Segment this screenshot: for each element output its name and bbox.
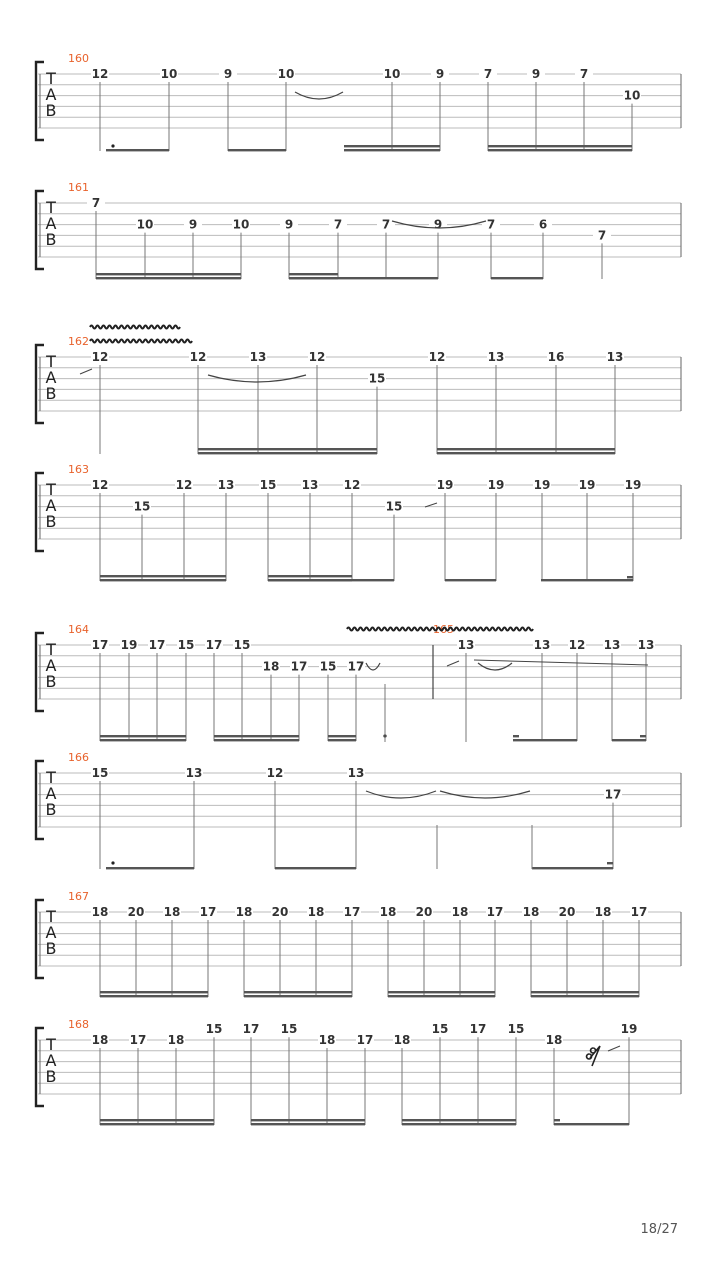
measure-number: 163 <box>68 463 89 476</box>
fret-number: 12 <box>568 638 586 652</box>
measure-number: 168 <box>68 1018 89 1031</box>
fret-number: 9 <box>531 67 541 81</box>
fret-number: 15 <box>507 1022 525 1037</box>
beam <box>612 739 646 741</box>
fret-number: 16 <box>547 350 565 364</box>
slide-mark <box>608 1046 620 1051</box>
fret-number: 12 <box>189 350 207 364</box>
beam <box>531 995 639 997</box>
beam <box>268 579 394 581</box>
fret-number: 10 <box>277 67 295 81</box>
tab-system-160 <box>36 52 681 151</box>
fret-number: 18 <box>262 659 280 674</box>
tab-clef-letter: B <box>45 384 57 403</box>
fret-number: 7 <box>597 228 607 243</box>
fret-number: 9 <box>223 67 233 81</box>
fret-number: 18 <box>167 1033 185 1047</box>
tab-system-164 <box>36 623 681 742</box>
fret-number: 15 <box>385 499 403 514</box>
beam-stub <box>607 862 613 864</box>
fret-number: 7 <box>579 67 589 81</box>
beam <box>244 995 352 997</box>
beam <box>289 273 338 275</box>
tab-clef-letter: B <box>45 939 57 958</box>
fret-number: 15 <box>91 766 109 780</box>
tab-clef-letter: T <box>46 768 56 787</box>
fret-number: 10 <box>136 217 154 232</box>
fret-number: 9 <box>284 217 294 232</box>
fret-number: 13 <box>603 638 621 652</box>
fret-number: 13 <box>487 350 505 364</box>
fret-number: 19 <box>120 638 138 652</box>
beam <box>251 1119 365 1121</box>
dot <box>111 861 114 864</box>
fret-number: 13 <box>249 350 267 364</box>
tab-clef-letter: T <box>46 198 56 217</box>
fret-number: 13 <box>347 766 365 780</box>
fret-number: 18 <box>545 1033 563 1047</box>
vibrato-mark <box>347 628 533 631</box>
tab-clef-letter: A <box>45 656 57 675</box>
tab-clef-letter: B <box>45 800 57 819</box>
fret-number: 13 <box>217 478 235 492</box>
fret-number: 9 <box>188 217 198 232</box>
fret-number: 17 <box>199 905 217 919</box>
beam <box>437 452 615 454</box>
fret-number: 12 <box>266 766 284 780</box>
beam <box>198 448 377 450</box>
tab-clef-letter: B <box>45 512 57 531</box>
beam <box>402 1119 516 1121</box>
dot <box>111 144 114 147</box>
measure-number: 167 <box>68 890 89 903</box>
fret-number: 6 <box>538 217 548 232</box>
tab-system-168 <box>36 1018 681 1125</box>
fret-number: 15 <box>205 1022 223 1037</box>
fret-number: 17 <box>469 1022 487 1037</box>
beam <box>445 579 496 581</box>
beam <box>532 867 613 869</box>
tab-clef-letter: A <box>45 214 57 233</box>
beam <box>228 149 286 151</box>
fret-number: 17 <box>630 905 648 919</box>
fret-number: 12 <box>91 478 109 492</box>
fret-number: 9 <box>435 67 445 81</box>
measure-number: 160 <box>68 52 89 65</box>
fret-number: 19 <box>620 1022 638 1037</box>
beam <box>541 579 633 581</box>
fret-number: 18 <box>522 905 540 919</box>
beam <box>198 452 377 454</box>
tab-system-166 <box>36 751 681 869</box>
tab-clef-letter: A <box>45 368 57 387</box>
fret-number: 7 <box>486 217 496 232</box>
fret-number: 18 <box>594 905 612 919</box>
fret-number: 17 <box>290 659 308 674</box>
fret-number: 12 <box>428 350 446 364</box>
fret-number: 17 <box>148 638 166 652</box>
fret-number: 13 <box>606 350 624 364</box>
tab-clef-letter: T <box>46 480 56 499</box>
beam <box>96 273 241 275</box>
beam <box>244 991 352 993</box>
fret-number: 17 <box>242 1022 260 1037</box>
beam <box>96 277 241 279</box>
fret-number: 17 <box>356 1033 374 1047</box>
fret-number: 17 <box>129 1033 147 1047</box>
tab-clef-letter: T <box>46 640 56 659</box>
tab-system-162 <box>36 326 681 455</box>
fret-number: 19 <box>487 478 505 492</box>
vibrato-mark <box>90 326 180 329</box>
beam <box>100 575 226 577</box>
fret-number: 9 <box>433 217 443 232</box>
fret-number: 13 <box>457 638 475 652</box>
fret-number: 12 <box>91 67 109 81</box>
fret-number: 15 <box>233 638 251 652</box>
fret-number: 12 <box>343 478 361 492</box>
tab-clef-letter: A <box>45 1051 57 1070</box>
tab-clef-letter: T <box>46 69 56 88</box>
beam <box>344 145 440 147</box>
fret-number: 17 <box>486 905 504 919</box>
fret-number: 15 <box>177 638 195 652</box>
fret-number: 18 <box>163 905 181 919</box>
beam <box>106 149 169 151</box>
fret-number: 15 <box>431 1022 449 1037</box>
tab-system-167 <box>36 890 681 997</box>
tab-clef-letter: A <box>45 923 57 942</box>
tab-clef-letter: A <box>45 85 57 104</box>
beam <box>106 867 194 869</box>
fret-number: 13 <box>533 638 551 652</box>
beam <box>100 739 186 741</box>
fret-number: 19 <box>533 478 551 492</box>
tab-clef-letter: A <box>45 496 57 515</box>
fret-number: 20 <box>558 905 576 919</box>
beam <box>531 991 639 993</box>
beam <box>214 739 299 741</box>
fret-number: 19 <box>436 478 454 492</box>
fret-number: 18 <box>91 1033 109 1047</box>
fret-number: 7 <box>333 217 343 232</box>
beam <box>488 149 632 151</box>
fret-number: 15 <box>368 371 386 386</box>
beam <box>275 867 356 869</box>
fret-number: 10 <box>160 67 178 81</box>
fret-number: 12 <box>308 350 326 364</box>
beam <box>100 1119 214 1121</box>
fret-number: 20 <box>271 905 289 919</box>
fret-number: 18 <box>307 905 325 919</box>
fret-number: 12 <box>91 350 109 364</box>
fret-number: 18 <box>235 905 253 919</box>
measure-number: 165 <box>433 623 454 636</box>
beam <box>388 995 495 997</box>
beam <box>100 991 208 993</box>
fret-number: 20 <box>127 905 145 919</box>
beam-stub <box>640 735 646 737</box>
slide-line <box>474 660 648 665</box>
beam <box>328 739 356 741</box>
measure-number: 161 <box>68 181 89 194</box>
beam <box>344 149 440 151</box>
tab-system-163 <box>36 463 681 581</box>
tab-clef-letter: T <box>46 907 56 926</box>
tab-clef-letter: B <box>45 1067 57 1086</box>
fret-number: 15 <box>133 499 151 514</box>
beam <box>488 145 632 147</box>
rest-symbol <box>587 1046 600 1066</box>
fret-number: 19 <box>578 478 596 492</box>
fret-number: 7 <box>381 217 391 232</box>
tab-clef-letter: B <box>45 672 57 691</box>
tab-clef-letter: B <box>45 230 57 249</box>
beam <box>100 1123 214 1125</box>
fret-number: 15 <box>319 659 337 674</box>
fret-number: 13 <box>301 478 319 492</box>
beam <box>554 1123 629 1125</box>
fret-number: 17 <box>347 659 365 674</box>
fret-number: 12 <box>175 478 193 492</box>
beam <box>491 277 543 279</box>
page-number: 18/27 <box>640 1222 678 1237</box>
fret-number: 15 <box>259 478 277 492</box>
beam <box>289 277 438 279</box>
fret-number: 17 <box>604 787 622 802</box>
beam <box>268 575 352 577</box>
beam-stub <box>627 576 633 578</box>
tab-clef-letter: T <box>46 1035 56 1054</box>
fret-number: 17 <box>205 638 223 652</box>
beam <box>214 735 299 737</box>
fret-number: 10 <box>232 217 250 232</box>
fret-number: 20 <box>415 905 433 919</box>
beam <box>100 735 186 737</box>
fret-number: 7 <box>483 67 493 81</box>
measure-number: 162 <box>68 335 89 348</box>
fret-number: 18 <box>451 905 469 919</box>
fret-number: 10 <box>623 88 641 103</box>
fret-number: 17 <box>343 905 361 919</box>
fret-number: 17 <box>91 638 109 652</box>
fret-number: 18 <box>393 1033 411 1047</box>
fret-number: 13 <box>185 766 203 780</box>
fret-number: 10 <box>383 67 401 81</box>
fret-number: 18 <box>91 905 109 919</box>
beam <box>388 991 495 993</box>
tab-clef-letter: T <box>46 352 56 371</box>
beam <box>513 739 577 741</box>
fret-number: 18 <box>318 1033 336 1047</box>
slide-mark <box>447 661 459 666</box>
beam <box>251 1123 365 1125</box>
beam-stub <box>513 735 519 737</box>
vibrato-mark <box>90 340 192 343</box>
beam-stub <box>554 1119 560 1121</box>
fret-number: 13 <box>637 638 655 652</box>
beam <box>100 579 226 581</box>
beam <box>402 1123 516 1125</box>
fret-number: 15 <box>280 1022 298 1037</box>
measure-number: 164 <box>68 623 89 636</box>
tab-system-161 <box>36 181 681 279</box>
fret-number: 19 <box>624 478 642 492</box>
beam <box>437 448 615 450</box>
measure-number: 166 <box>68 751 89 764</box>
beam <box>100 995 208 997</box>
tab-clef-letter: B <box>45 101 57 120</box>
fret-number: 7 <box>91 196 101 210</box>
tab-clef-letter: A <box>45 784 57 803</box>
fret-number: 18 <box>379 905 397 919</box>
slide-mark <box>80 369 92 374</box>
beam <box>328 735 356 737</box>
